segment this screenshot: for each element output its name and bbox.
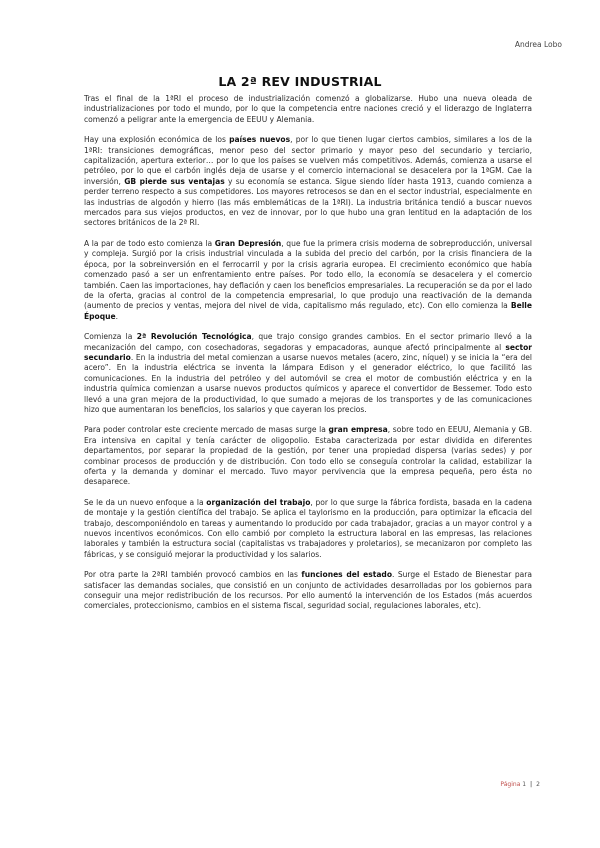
total-pages-number: 2 <box>536 781 540 788</box>
text-run: , por lo que surge la fábrica fordista, basada en la cadena de montaje y la gestión científica del trabajo. Se aplica el taylorismo en la producción, para optimizar la eficacia del trabajo, descomponiéndolo en tareas y aumentando lo producido por cada trabajador, gracias a un mayor control y a nuevos incentivos económicos. Con ello cambió por completo la estructura laboral en las empresas, las relaciones laborales y también la estructura social (capitalistas vs trabajadores y proletarios), se mecanizaron por completo las fábricas, y se consiguió mejorar la productividad y los salarios. <box>84 497 533 559</box>
page-label: Página <box>500 781 521 788</box>
text-run: Hay una explosión económica de los <box>84 135 230 145</box>
paragraph-funciones-estado <box>84 570 532 612</box>
text-run: , sobre todo en EEUU, Alemania y GB. Era intensiva en capital y tenía carácter de oligopolio. Estaba caracterizada por estar dividida en diferentes departamentos, por separar la propiedad de la gestión, por tener una propiedad dispersa (varias sedes) y por combinar procesos de producción y de distribución. Con todo ello se conseguía controlar la calidad, estabilizar la oferta y la demanda y dominar el mercado. Tuvo mayor pervivencia que la empresa pequeña, pero ésta no desaparece. <box>84 425 533 487</box>
text-run: Por otra parte la 2ªRI también provocó cambios en las <box>84 570 302 580</box>
document-title: LA 2ª REV INDUSTRIAL <box>218 74 382 90</box>
paragraph-gran-depresion <box>84 239 532 322</box>
text-run: Se le da un nuevo enfoque a la <box>84 497 207 507</box>
text-run: A la par de todo esto comienza la <box>84 238 215 248</box>
page-footer <box>500 781 540 788</box>
bold-term: Gran Depresión <box>214 238 282 248</box>
paragraph-revolucion-tecnologica <box>84 332 532 415</box>
text-run: , por lo que tienen lugar ciertos cambios, similares a los de la 1ªRI: transiciones demográficas, menor peso del sector primario y mayor peso del secundario y terciario, capitalización, apertura exterior… por lo que los países se vuelven más competitivos. Además, comienza a usarse el petróleo, por lo que el carbón inglés deja de usarse y el comercio internacional se desacelera por la 1ªGM. Cae la inversión, <box>84 135 533 186</box>
text-run: . <box>115 311 119 321</box>
bold-term: organización del trabajo <box>206 497 311 507</box>
text-run: . En la industria del metal comienzan a usarse nuevos metales (acero, zinc, níquel) y se inicia la “era del acero”. En la industria eléctrica se inventa la lámpara Edison y el generador eléctrico, lo que facilitó las comunicaciones. En la industria del petróleo y del automóvil se crea el motor de combustión eléctrica y en la industria química comienzan a usarse nuevos productos químicos y aparece el convertidor de Bessemer. Todo esto llevó a una gran mejora de la productividad, lo que sumado a mejoras de los transportes y de las comunicaciones hizo que aumentaran los beneficios, los salarios y que cayeran los precios. <box>84 352 532 414</box>
paragraph-globalizacion <box>84 94 532 125</box>
text-run: , que trajo consigo grandes cambios. En el sector primario llevó a la mecanización del campo, con cosechadoras, segadoras y empacadoras, aunque afectó principalmente al <box>84 332 533 352</box>
bold-term: sector secundario <box>84 342 532 362</box>
author-name: Andrea Lobo <box>514 40 562 49</box>
page-separator: | <box>530 781 533 788</box>
text-run: y su economía se estanca. Sigue siendo líder hasta 1913, cuando comienza a perder terreno respecto a sus competidores. Los mayores retrocesos se dan en el sector industrial, especialmente en las industrias de algodón y hierro (las más emblemáticas de la 1ªRI). La industria británica tendió a buscar nuevos mercados para sus viejos productos, en vez de innovar, por lo que hubo una gran lentitud en la adaptación de los sectores británicos de la 2ª RI. <box>84 176 532 228</box>
bold-term: gran empresa <box>328 425 388 435</box>
text-run: . Surge el Estado de Bienestar para satisfacer las demandas sociales, que consistió en un conjunto de actividades desarrolladas por los gobiernos para conseguir una mejor redistribución de los recursos. Por ello aumentó la intervención de los Estados (más acuerdos comerciales, proteccionismo, cambios en el sistema fiscal, seguridad social, regulaciones laborales, etc). <box>84 570 532 611</box>
bold-term: Belle Époque <box>84 301 532 321</box>
text-run: , que fue la primera crisis moderna de sobreproducción, universal y compleja. Surgió por la crisis industrial vinculada a la subida del precio del carbón, por la crisis financiera de la época, por la sobreinversión en el ferrocarril y por la crisis agraria europea. El crecimiento económico que había comenzado pasó a ser un enfrentamiento entre países. Por todo ello, la economía se desacelera y el comercio también. Caen las importaciones, hay deflación y caen los beneficios empresariales. La recuperación se da por el lado de la oferta, gracias al control de la competencia empresarial, lo que produjo una reactivación de la demanda (aumento de precios y ventas, mejora del nivel de vida, capitalismo más regulado, etc). Con ello comienza la <box>84 238 532 311</box>
paragraph-gran-empresa <box>84 425 532 487</box>
current-page-number: 1 <box>522 781 527 788</box>
bold-term: GB pierde sus ventajas <box>124 176 225 186</box>
text-run: Comienza la <box>84 332 137 342</box>
text-run: Para poder controlar este creciente mercado de masas surge la <box>84 425 329 435</box>
bold-term: países nuevos <box>229 135 291 145</box>
paragraph-organizacion-trabajo <box>84 498 532 560</box>
paragraph-paises-nuevos <box>84 135 532 229</box>
bold-term: 2ª Revolución Tecnológica <box>136 332 252 342</box>
document-body <box>84 94 532 622</box>
text-run: Tras el final de la 1ªRI el proceso de industrialización comenzó a globalizarse. Hubo una nueva oleada de industrializaciones por todo el mundo, por lo que la competencia entre naciones creció y el liderazgo de Inglaterra comenzó a peligrar ante la emergencia de EEUU y Alemania. <box>84 94 532 124</box>
bold-term: funciones del estado <box>301 570 393 580</box>
